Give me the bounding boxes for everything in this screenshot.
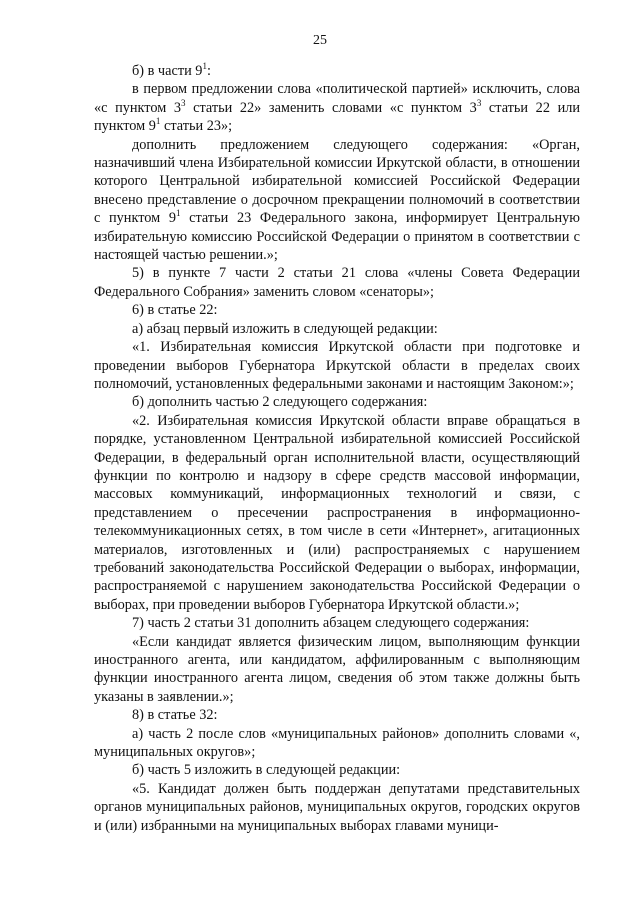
paragraph-11: «Если кандидат является физическим лицом, выполняющим функции иностранного агента, или кандидатом, аффилированным с выполняющим функции иностранного агента лицом, сведения об этом также должны быть указаны в заявлении.»; — [94, 633, 580, 705]
paragraph-14: б) часть 5 изложить в следующей редакции: — [132, 762, 401, 779]
paragraph-12: 8) в статье 32: — [132, 707, 218, 724]
paragraph-5: 6) в статье 22: — [132, 302, 218, 319]
paragraph-3: дополнить предложением следующего содержания: «Орган, назначивший члена Избирательной комиссии Иркутской области, в отношении которого Центральной избирательной комиссией Российской Федерации внесено представление о досрочном прекращении полномочий в соответствии с пунктом $9^1$ статьи 23 Федерального закона, информирует Центральную избирательную комиссию Российской Федерации о принятом в соответствии с настоящей частью решении.»; — [94, 136, 580, 264]
paragraph-9: «2. Избирательная комиссия Иркутской области вправе обращаться в порядке, установленном Центральной избирательной комиссией Российской Федерации, в федеральный орган исполнительной власти, осуществляющий функции по контролю и надзору в сфере средств массовой информации, массовых коммуникаций, информационных технологий и связи, с представлением о пресечении распространения в информационно-телекоммуникационных сетях, в том числе в сети «Интернет», агитационных материалов, изготовленных и (или) распространяемых с нарушением требований законодательства Российской Федерации о выборах, информации, распространяемой с нарушением законодательства Российской Федерации о выборах, при проведении выборов Губернатора Иркутской области.»; — [94, 412, 580, 613]
paragraph-15: «5. Кандидат должен быть поддержан депутатами представительных органов муниципальных районов, муниципальных округов, городских округов и (или) избранными на муниципальных выборах главами муници- — [94, 780, 580, 834]
paragraph-1: б) в части $9^1$: — [132, 61, 211, 79]
paragraph-13: а) часть 2 после слов «муниципальных районов» дополнить словами «, муниципальных округов»; — [94, 725, 580, 761]
paragraph-10: 7) часть 2 статьи 31 дополнить абзацем следующего содержания: — [132, 615, 530, 632]
page-number: 25 — [313, 33, 327, 48]
paragraph-2: в первом предложении слова «политической партией» исключить, слова «с пунктом $3^3$ статьи 22» заменить словами «с пунктом $3^3$ статьи 22 или пунктом $9^1$ статьи 23»; — [94, 81, 581, 135]
paragraph-8: б) дополнить частью 2 следующего содержания: — [132, 394, 428, 411]
paragraph-4: 5) в пункте 7 части 2 статьи 21 слова «члены Совета Федерации Федерального Собрания» заменить словом «сенаторы»; — [94, 265, 580, 300]
paragraph-7: «1. Избирательная комиссия Иркутской области при подготовке и проведении выборов Губернатора Иркутской области в пределах своих полномочий, установленных федеральными законами и настоящим Законом:»; — [94, 339, 580, 392]
paragraph-6: а) абзац первый изложить в следующей редакции: — [132, 320, 438, 337]
document-body — [94, 62, 580, 835]
